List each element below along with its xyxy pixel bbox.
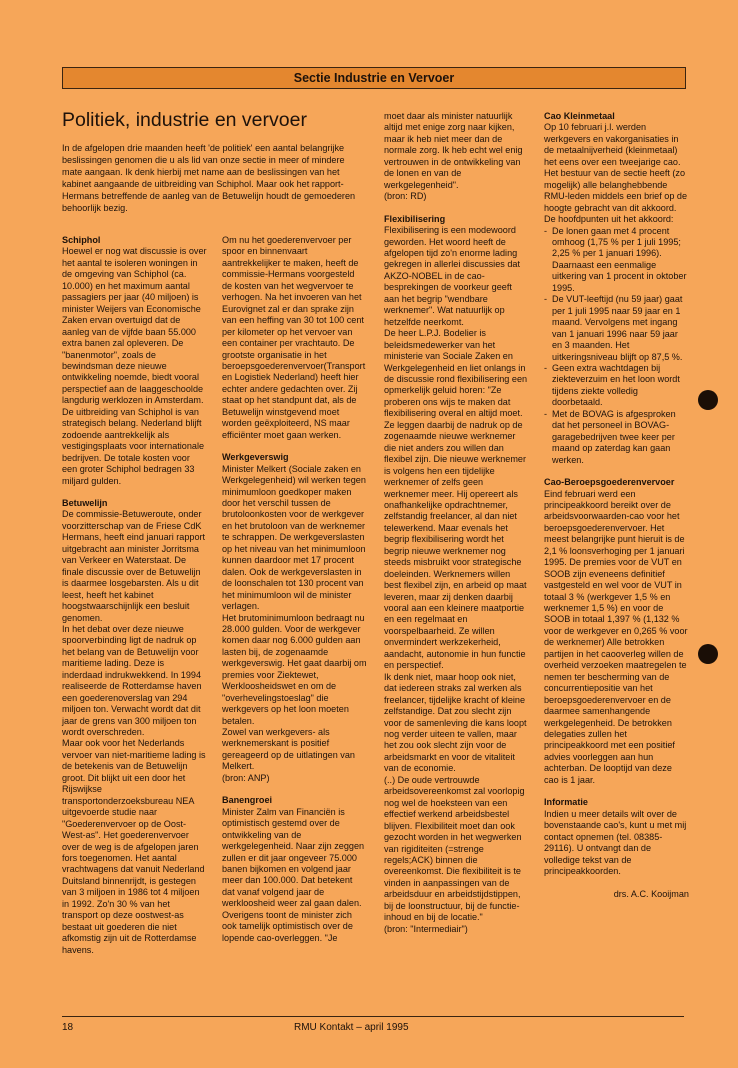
- heading-cao-beroeps: Cao-Beroepsgoederenvervoer: [544, 477, 675, 488]
- heading-banengroei: Banengroei: [222, 795, 273, 806]
- paragraph-cao-kleinmetaal: Op 10 februari j.l. werden werkgevers en vakorganisaties in de metaalnijverheid (kleinmetaal) het eens over een tweejarige cao. Het bestuur van de sectie heeft (zo mogelijk) alle belanghebbende RMU-leden middels een brief op de hoogte gebracht van dit akkoord.: [544, 122, 688, 213]
- article-intro: In de afgelopen drie maanden heeft 'de politiek' een aantal belangrijke beslissingen genomen die u als lid van onze sectie in meer of mindere mate aangaan. Ik denk hierbij met name aan de beslissingen van het kabinet aangaande de uitbreiding van Schiphol. Maar ook het rapport-Hermans betreffende de aanleg van de Betuwelijn houdt de gemoederen behoorlijk bezig.: [62, 143, 356, 213]
- paragraph-informatie: Indien u meer details wilt over de bovenstaande cao's, kunt u met mij contact opnemen (tel. 08385-29116). U ontvangt dan de volledige tekst van de principeakkoorden.: [544, 808, 687, 876]
- heading-informatie: Informatie: [544, 797, 588, 808]
- source-anp: (bron: ANP): [222, 772, 270, 783]
- source-intermediair: (bron: "Intermediair"): [384, 923, 468, 934]
- punch-hole-bottom: [698, 644, 718, 664]
- list-item: - De VUT-leeftijd (nu 59 jaar) gaat per 1 juli 1995 naar 59 jaar en 1 maand. Vervolgens met ingang van 1 januari 1996 naar 59 jaar en 3 maanden. Het uitkeringsniveau blijft op 87,5 %.: [544, 294, 689, 363]
- paragraph-schiphol: Hoewel er nog wat discussie is over het aantal te isoleren woningen in de omgeving van Schiphol (ca. 10.000) en het maximum aantal passagiers per jaar (40 miljoen) is minister Weijers van Economische Zaken ervan overtuigd dat de aanleg van de vijfde baan 55.000 extra banen zal opleveren. De "banenmotor", zoals de bewindsman deze nieuwe ontwikkeling noemde, biedt vooral perspectief aan de laaggeschoolde langdurig werklozen in Amsterdam. De uitbreiding van Schiphol is van strategisch belang. Nederland blijft zodoende aantrekkelijk als vestigingsplaats voor internationale bedrijven. De totale kosten voor een groter Schiphol bedragen 33 miljard gulden.: [62, 246, 207, 486]
- paragraph-flex-4: (..) De oude vertrouwde arbeidsovereenkomst zal voorlopig nog wel de hoeksteen van een effectief werkend arbeidsbestel blijven. Flexibiliteit moet dan ook gezocht worden in het wegwerken van rigiditeiten (=strenge regels;ACK) binnen die overeenkomst. Die flexibiliteit is te vinden in aanpassingen van de arbeidsduur en arbeidstijdstippen, bij de loonstructuur, bij de functie-inhoud en bij de locatie.": [384, 774, 525, 923]
- punch-hole-top: [698, 390, 718, 410]
- source-rd: (bron: RD): [384, 191, 427, 202]
- list-item: - Geen extra wachtdagen bij ziekteverzuim en het loon wordt tijdens ziekte volledig doorbetaald.: [544, 363, 689, 409]
- paragraph-werkgeverswig-1: Minister Melkert (Sociale zaken en Werkgelegenheid) wil werken tegen minimumloon goedkoper maken door het verschil tussen de brutoloonkosten voor de werkgever en het brutoloon van de werknemer te schrappen. De werkgeverslasten op het niveau van het minimumloon kunnen daardoor met 17 procent dalen. Ook de werkgeverslasten in de loonschalen tot 130 procent van het minimumloon wil de minister verlagen.: [222, 463, 366, 612]
- heading-betuwelijn: Betuwelijn: [62, 497, 108, 508]
- paragraph-flex-1: Flexibilisering is een modewoord geworden. Het woord heeft de afgelopen tijd zo'n enorme lading gekregen in allerlei discussies dat AKZO-NOBEL in de cao-besprekingen de voorkeur geeft aan het begrip "wendbare werknemer". Wat natuurlijk op hetzelfde neerkomt.: [384, 225, 520, 327]
- points-list: [544, 226, 689, 467]
- heading-schiphol: Schiphol: [62, 235, 101, 245]
- paragraph-werkgeverswig-2: Het brutominimumloon bedraagt nu 28.000 gulden. Voor de werkgever komen daar nog 6.000 gulden aan lasten bij, de zogenaamde werkgeverswig. Het gaat daarbij om premies voor Ziektewet, Werkloosheidswet en om de "overhevelingstoeslag" die werkgevers op het loon moeten betalen.: [222, 612, 367, 726]
- list-item: - De lonen gaan met 4 procent omhoog (1,75 % per 1 juli 1995; 2,25 % per 1 januari 1996). Daarnaast een eenmalige uitkering van 1 procent in oktober 1995.: [544, 226, 689, 295]
- paragraph-betuwe-cont: Om nu het goederenvervoer per spoor en binnenvaart aantrekkelijker te maken, heeft de commissie-Hermans voorgesteld de kosten van het wegvervoer te verhogen. Na het invoeren van het Eurovignet zal er dan sprake zijn van een heffing van 30 tot 100 cent per kilometer op het vervoer van een container per vrachtauto. De grootste organisatie in het beroepsgoederenvervoer(Transport en Logistiek Nederland) heeft hier echter andere gedachten over. Zij staat op het standpunt dat, als de Betuwelijn winstgevend moet worden geëxploiteerd, NS maar efficiënter moet gaan werken.: [222, 235, 366, 440]
- publication-footer: RMU Kontakt – april 1995: [294, 1022, 409, 1033]
- column-1: [62, 235, 207, 967]
- author-signature: drs. A.C. Kooijman: [613, 889, 689, 900]
- column-4: [544, 111, 689, 901]
- paragraph-cao-beroeps: Eind februari werd een principeakkoord bereikt over de arbeidsvoorwaarden-cao voor het beroepsgoederenvervoer. Het meest belangrijke punt hieruit is de 2,1 % loonsverhoging per 1 januari 1995. De premies voor de VUT en SOOB zijn eveneens definitief vastgesteld en wel voor de VUT in totaal 3 % (werkgever 1,5 % en werknemer 1,5 %) en voor de SOOB in totaal 1,397 % (1,132 % voor de werkgever en 0,265 % voor de werknemer) Alle betrokken partijen in het caooverleg willen de overheid verzoeken maatregelen te nemen ter bescherming van de concurrentiepositie van het beroepsgoederenvervoer en de daarmee samenhangende werkgelegenheid. De betrokken delegaties zullen het principeakkoord met een positief advies voorleggen aan hun achterban. De looptijd van deze cao is 1 jaar.: [544, 488, 688, 785]
- column-2: [222, 235, 367, 955]
- page-number: 18: [62, 1022, 74, 1033]
- paragraph-werkgeverswig-3: Zowel van werkgevers- als werknemerskant is positief gereageerd op de uitlatingen van Melkert.: [222, 727, 355, 772]
- column-3: [384, 111, 529, 946]
- paragraph-banengroei: Minister Zalm van Financiën is optimistisch gestemd over de ontwikkeling van de werkgelegenheid. Naar zijn zeggen zullen er dit jaar ongeveer 75.000 banen bijkomen en volgend jaar meer dan 100.000. Dat betekent dat vanaf volgend jaar de werkloosheid weer zal gaan dalen. Overigens toont de minister zich ook tamelijk optimistisch over de lopende cao-overleggen. "Je: [222, 806, 365, 943]
- article-title: Politiek, industrie en vervoer: [62, 109, 307, 131]
- heading-flexibilisering: Flexibilisering: [384, 213, 446, 224]
- paragraph-betuwe-1: De commissie-Betuweroute, onder voorzitterschap van de Friese CdK Hermans, heeft eind januari rapport uitgebracht aan minister Jorritsma van Verkeer en Waterstaat. De finale discussie over de Betuwelijn is daarmee losgebarsten. Als u dit leest, heeft het kabinet hoogstwaarschijnlijk een besluit genomen.: [62, 509, 206, 623]
- paragraph-betuwe-3: Maar ook voor het Nederlands vervoer van niet-maritieme lading is de betekenis van de Betuwelijn groot. Dit blijkt uit een door het Rijswijkse transportonderzoeksbureau NEA uitgevoerde studie naar "Goederenvervoer op de Oost-West-as". Het goederenvervoer over de weg is de afgelopen jaren fors toegenomen. Het aantal vrachtwagens dat vanuit Nederland Duitsland binnenrijdt, is gestegen van 3 miljoen in 1986 tot 4 miljoen in 1992. Zo'n 30 % van het transport op deze oostwest-as bestaat uit goederen die niet afkomstig zijn uit de Rotterdamse havens.: [62, 738, 206, 955]
- paragraph-flex-2: De heer L.P.J. Bodelier is beleidsmedewerker van het ministerie van Sociale Zaken en Werkgelegenheid en liet onlangs in de discussie rond flexibilisering een opmerkelijk geluid horen: "Ze proberen ons wijs te maken dat flexibilisering overal en altijd moet. Ze leggen daarbij de nadruk op de zogenaamde nieuwe werknemer die niet anders zou willen dan flexibel zijn. Die nieuwe werknemer is volgens hen een tijdelijke werknemer of zelfs geen werknemer meer. Hij opereert als onafhankelijke opdrachtnemer, zelfstandig freelancer, al dan niet telewerkend. Maar evenals het begrip flexibilisering wordt het begrip nieuwe werknemer nog steeds misbruikt voor strategische doeleinden. Werknemers willen best flexibel zijn, en arbeid op maat leveren, maar zij denken daarbij vooral aan een kleinere maatportie en een regelmaat en voorspelbaarheid. Ze willen onvermindert werkzekerheid, aandacht, autonomie in hun functie en perspectief.: [384, 328, 528, 671]
- points-intro: De hoofdpunten uit het akkoord:: [544, 214, 674, 225]
- footer-rule: [62, 1016, 684, 1017]
- heading-cao-kleinmetaal: Cao Kleinmetaal: [544, 111, 615, 121]
- paragraph-banengroei-cont: moet daar als minister natuurlijk altijd met enige zorg naar kijken, maar ik heb niet meer dan de normale zorg. Ik heb echt wel enig vertrouwen in de ontwikkeling van de lonen en van de werkgelegenheid".: [384, 111, 523, 190]
- paragraph-betuwe-2: In het debat over deze nieuwe spoorverbinding ligt de nadruk op het belang van de Betuwelijn voor maritieme lading. Deze is inderdaad indrukwekkend. In 1994 realiseerde de Rotterdamse haven een goederenoverslag van 294 miljoen ton. Verwacht wordt dat dit jaar de grens van 300 miljoen ton wordt overschreden.: [62, 623, 202, 738]
- paragraph-flex-3: Ik denk niet, maar hoop ook niet, dat iedereen straks zal werken als freelancer, tijdelijke kracht of kleine zelfstandige. Dat zou slecht zijn voor de samenleving die kans loopt nog verder uiteen te vallen, maar het zou ook slecht zijn voor de arbeidsmarkt en voor de vitaliteit van de economie.: [384, 671, 527, 774]
- section-banner: Sectie Industrie en Vervoer: [62, 67, 686, 89]
- heading-werkgeverswig: Werkgeverswig: [222, 452, 289, 463]
- list-item: - Met de BOVAG is afgesproken dat het personeel in BOVAG-garagebedrijven twee keer per maand op zaterdag kan gaan werken.: [544, 409, 689, 466]
